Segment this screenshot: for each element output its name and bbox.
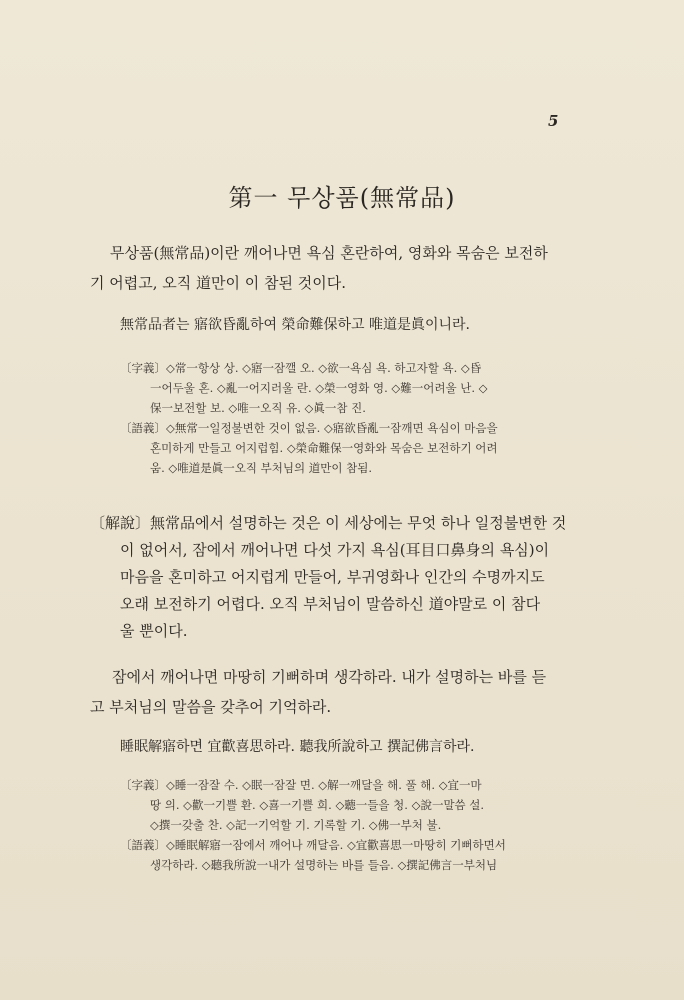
commentary-line: 오래 보전하기 어렵다. 오직 부처님이 말씀하신 道야말로 이 참다 xyxy=(120,595,541,613)
glossary-notes xyxy=(92,358,592,478)
notes-line: 一어두울 혼. ◇亂一어지러울 란. ◇榮一영화 영. ◇難一어려울 난. ◇ xyxy=(150,381,488,395)
notes-line: 〔語義〕◇無常一일정불변한 것이 없음. ◇寤欲昏亂一잠깨면 욕심이 마음을 xyxy=(120,421,498,435)
verse-text: 無常品者는 寤欲昏亂하여 榮命難保하고 唯道是眞이니라. xyxy=(120,317,470,333)
chapter-title: 第一 무상품(無常品) xyxy=(228,184,456,212)
notes-line: 〔字義〕◇常一항상 상. ◇寤一잠깰 오. ◇欲一욕심 욕. 하고자할 욕. ◇昏 xyxy=(120,361,482,375)
verse-text: 睡眠解寤하면 宜歡喜思하라. 聽我所說하고 撰記佛言하라. xyxy=(120,739,475,755)
glossary-notes xyxy=(92,775,592,875)
commentary-line: 이 없어서, 잠에서 깨어나면 다섯 가지 욕심(耳目口鼻身의 욕심)이 xyxy=(120,541,550,559)
intro-paragraph xyxy=(90,238,590,298)
commentary-paragraph xyxy=(90,510,590,645)
notes-line: 〔字義〕◇睡一잠잘 수. ◇眠一잠잘 면. ◇解一깨달을 해. 풀 해. ◇宜一마 xyxy=(120,778,482,792)
notes-line: 움. ◇唯道是眞一오직 부처님의 道만이 참됨. xyxy=(150,461,372,475)
notes-line: 〔語義〕◇睡眠解寤一잠에서 깨어나 깨달음. ◇宜歡喜思一마땅히 기뻐하면서 xyxy=(120,838,506,852)
exhortation-paragraph xyxy=(90,662,590,722)
commentary-line: 〔解說〕無常品에서 설명하는 것은 이 세상에는 무엇 하나 일정불변한 것 xyxy=(90,514,567,532)
notes-line: 혼미하게 만들고 어지럽힘. ◇榮命難保一영화와 목숨은 보전하기 어려 xyxy=(150,441,498,455)
notes-line: ◇撰一갖출 찬. ◇記一기억할 기. 기록할 기. ◇佛一부처 불. xyxy=(150,818,442,832)
page-number: 5 xyxy=(548,112,559,130)
notes-line: 생각하라. ◇聽我所說一내가 설명하는 바를 들음. ◇撰記佛言一부처님 xyxy=(150,858,498,872)
exhortation-line: 고 부처님의 말씀을 갖추어 기억하라. xyxy=(90,698,332,716)
commentary-line: 울 뿐이다. xyxy=(120,622,188,640)
notes-line: 땅 의. ◇歡一기쁠 환. ◇喜一기쁠 희. ◇聽一들을 청. ◇說一말씀 설. xyxy=(150,798,485,812)
notes-line: 保一보전할 보. ◇唯一오직 유. ◇眞一참 진. xyxy=(150,401,366,415)
exhortation-line: 잠에서 깨어나면 마땅히 기뻐하며 생각하라. 내가 설명하는 바를 듣 xyxy=(112,668,547,686)
intro-line: 기 어렵고, 오직 道만이 이 참된 것이다. xyxy=(90,274,347,292)
commentary-line: 마음을 혼미하고 어지럽게 만들어, 부귀영화나 인간의 수명까지도 xyxy=(120,568,545,586)
intro-line: 무상품(無常品)이란 깨어나면 욕심 혼란하여, 영화와 목숨은 보전하 xyxy=(110,244,548,262)
